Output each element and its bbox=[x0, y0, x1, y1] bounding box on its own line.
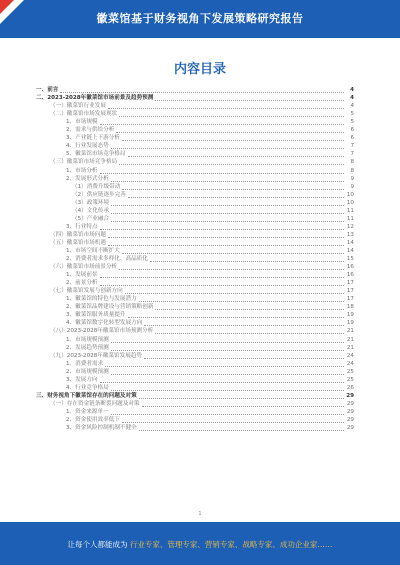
toc-dot-leader bbox=[111, 389, 344, 391]
toc-entry-page: 14 bbox=[346, 247, 354, 254]
toc-entry-title: （九）2023-2028年徽菜馆发展趋势 bbox=[50, 352, 143, 359]
toc-entry-title: （一）存在资金链条断裂问题及对策 bbox=[50, 400, 140, 407]
toc-dot-leader bbox=[125, 292, 344, 294]
toc-entry[interactable] bbox=[36, 166, 354, 174]
toc-entry-title: 3、产业链上下游分析 bbox=[66, 135, 120, 142]
toc-dot-leader bbox=[119, 268, 344, 270]
toc-dot-leader bbox=[108, 107, 344, 109]
toc-entry-page: 8 bbox=[350, 167, 354, 174]
toc-entry[interactable] bbox=[36, 255, 354, 263]
toc-entry[interactable] bbox=[36, 158, 354, 166]
toc-dot-leader bbox=[122, 139, 344, 141]
toc-entry[interactable] bbox=[36, 134, 354, 142]
toc-entry[interactable] bbox=[36, 303, 354, 311]
toc-dot-leader bbox=[155, 99, 344, 101]
toc-dot-leader bbox=[144, 357, 344, 359]
toc-entry[interactable] bbox=[36, 319, 354, 327]
toc-entry[interactable] bbox=[36, 191, 354, 199]
toc-entry-title: 2、需求与供给分析 bbox=[66, 127, 115, 134]
toc-entry-title: 三、财务视角下徽菜馆存在的问题及对策 bbox=[36, 392, 137, 399]
toc-dot-leader bbox=[155, 308, 344, 310]
toc-entry[interactable] bbox=[36, 126, 354, 134]
toc-entry-page: 10 bbox=[346, 191, 354, 198]
toc-entry-title: 1、徽菜馆的特色与发展潜力 bbox=[66, 296, 137, 303]
toc-entry[interactable] bbox=[36, 327, 354, 335]
toc-entry-page: 18 bbox=[346, 304, 354, 311]
toc-entry[interactable] bbox=[36, 150, 354, 158]
toc-dot-leader bbox=[128, 196, 344, 198]
toc-entry-page: 17 bbox=[346, 280, 354, 287]
toc-entry-page: 29 bbox=[346, 425, 354, 432]
toc-entry[interactable] bbox=[36, 142, 354, 150]
toc-entry-title: 2、前景分析 bbox=[66, 280, 98, 287]
toc-entry-title: 4、徽菜馆数字化转型发展方向 bbox=[66, 320, 143, 327]
toc-entry-page: 25 bbox=[346, 368, 354, 375]
toc-entry-title: 2、市场规模预测 bbox=[66, 368, 109, 375]
toc-dot-leader bbox=[111, 341, 344, 343]
toc-entry-title: 2、发展趋势预测 bbox=[66, 344, 109, 351]
toc-entry-title: 1、市场规模 bbox=[66, 119, 98, 126]
toc-entry-page: 21 bbox=[346, 344, 354, 351]
toc-entry-page: 6 bbox=[350, 135, 354, 142]
toc-entry-page: 8 bbox=[350, 159, 354, 166]
toc-dot-leader bbox=[111, 413, 344, 415]
toc-entry-page: 16 bbox=[346, 272, 354, 279]
toc-entry-page: 12 bbox=[346, 223, 354, 230]
toc-dot-leader bbox=[116, 131, 344, 133]
toc-entry-page: 5 bbox=[350, 119, 354, 126]
toc-entry[interactable] bbox=[36, 223, 354, 231]
top-banner bbox=[0, 0, 400, 38]
toc-entry[interactable] bbox=[36, 207, 354, 215]
toc-entry-title: 3、发展方向 bbox=[66, 376, 98, 383]
toc-entry[interactable] bbox=[36, 335, 354, 343]
toc-dot-leader bbox=[122, 188, 344, 190]
report-title: 徽菜馆基于财务视角下发展策略研究报告 bbox=[96, 12, 304, 25]
toc-dot-leader bbox=[111, 204, 344, 206]
toc-dot-leader bbox=[100, 381, 344, 383]
toc-entry[interactable] bbox=[36, 231, 354, 239]
toc-entry-page: 10 bbox=[346, 199, 354, 206]
toc-entry[interactable] bbox=[36, 352, 354, 360]
toc-entry[interactable] bbox=[36, 279, 354, 287]
toc-dot-leader bbox=[111, 349, 344, 351]
footer-slogan-highlight: 行业专家、管理专家、营销专家、战略专家、成功企业家…… bbox=[129, 540, 333, 549]
toc-entry-title: 2、资金使用效率低下 bbox=[66, 416, 120, 423]
toc-entry-title: （七）徽菜馆发展与创新方向 bbox=[50, 288, 123, 295]
toc-entry[interactable] bbox=[36, 400, 354, 408]
toc-entry-title: （四）徽菜馆市场问题 bbox=[50, 231, 106, 238]
toc-dot-leader bbox=[111, 180, 344, 182]
toc-entry[interactable] bbox=[36, 392, 354, 400]
toc-entry-page: 17 bbox=[346, 296, 354, 303]
toc-entry-page: 4 bbox=[350, 87, 354, 94]
toc-entry-title: 1、市场分析 bbox=[66, 167, 98, 174]
toc-entry[interactable] bbox=[36, 295, 354, 303]
toc-entry[interactable] bbox=[36, 408, 354, 416]
toc-entry-title: 3、资金风险控制机制不健全 bbox=[66, 425, 137, 432]
toc-entry-page: 24 bbox=[346, 360, 354, 367]
toc-entry-page: 15 bbox=[346, 256, 354, 263]
toc-entry-page: 25 bbox=[346, 376, 354, 383]
toc-dot-leader bbox=[111, 147, 344, 149]
bottom-banner bbox=[0, 522, 400, 565]
toc-entry-title: 4、行业发展态势 bbox=[66, 143, 109, 150]
toc-entry-title: 1、资金来源单一 bbox=[66, 408, 109, 415]
toc-dot-leader bbox=[155, 332, 344, 334]
toc-dot-leader bbox=[108, 236, 344, 238]
toc-entry[interactable] bbox=[36, 110, 354, 118]
toc-heading: 内容目录 bbox=[173, 62, 226, 77]
toc-dot-leader bbox=[139, 300, 344, 302]
toc-entry-title: 4、行业竞争格局 bbox=[66, 384, 109, 391]
toc-dot-leader bbox=[128, 155, 345, 157]
toc-entry-page: 16 bbox=[346, 264, 354, 271]
toc-entry[interactable] bbox=[36, 360, 354, 368]
toc-dot-leader bbox=[119, 163, 344, 165]
toc-dot-leader bbox=[111, 373, 344, 375]
footer-slogan bbox=[0, 539, 400, 550]
toc-dot-leader bbox=[119, 115, 344, 117]
toc-entry-title: （二）徽菜馆市场发展现状 bbox=[50, 111, 118, 118]
toc-entry-title: 2、徽菜馆品牌建设与营销策略创新 bbox=[66, 304, 154, 311]
page-number: 1 bbox=[198, 511, 202, 517]
toc-entry[interactable] bbox=[36, 199, 354, 207]
toc-dot-leader bbox=[122, 252, 344, 254]
toc-entry[interactable] bbox=[36, 376, 354, 384]
toc-entry-page: 19 bbox=[346, 320, 354, 327]
toc-dot-leader bbox=[100, 172, 344, 174]
toc-entry[interactable] bbox=[36, 263, 354, 271]
toc-entry[interactable] bbox=[36, 247, 354, 255]
toc-dot-leader bbox=[100, 123, 344, 125]
toc-dot-leader bbox=[142, 405, 344, 407]
toc-entry-page: 26 bbox=[346, 384, 354, 391]
toc-entry-page: 9 bbox=[350, 183, 354, 190]
toc-dot-leader bbox=[139, 429, 344, 431]
toc-entry-title: （4）文化传承 bbox=[72, 207, 110, 214]
toc-dot-leader bbox=[100, 276, 344, 278]
toc-entry[interactable] bbox=[36, 94, 354, 102]
toc-dot-leader bbox=[150, 260, 344, 262]
footer-slogan-main: 让每个人都能成为 bbox=[67, 540, 130, 549]
toc-entry[interactable] bbox=[36, 368, 354, 376]
toc-entry-page: 11 bbox=[346, 215, 354, 222]
table-of-contents bbox=[36, 86, 354, 432]
toc-entry-title: 1、市场空间不断扩大 bbox=[66, 247, 120, 254]
toc-dot-leader bbox=[60, 91, 344, 93]
toc-entry-page: 6 bbox=[350, 127, 354, 134]
toc-entry[interactable] bbox=[36, 416, 354, 424]
toc-entry[interactable] bbox=[36, 118, 354, 126]
toc-entry[interactable] bbox=[36, 239, 354, 247]
toc-entry-title: （六）徽菜馆市场前景分析 bbox=[50, 264, 118, 271]
toc-entry-title: （三）徽菜馆市场竞争格局 bbox=[50, 159, 118, 166]
toc-dot-leader bbox=[144, 324, 344, 326]
toc-dot-leader bbox=[111, 212, 344, 214]
toc-entry-title: 1、市场规模预测 bbox=[66, 336, 109, 343]
toc-entry-page: 21 bbox=[346, 328, 354, 335]
toc-entry-page: 14 bbox=[346, 239, 354, 246]
toc-entry-page: 29 bbox=[346, 416, 354, 423]
toc-entry[interactable] bbox=[36, 287, 354, 295]
toc-entry-page: 4 bbox=[350, 95, 354, 102]
toc-entry-title: 5、徽菜馆市场竞争格局 bbox=[66, 151, 126, 158]
toc-entry-title: （2）供应链逐步完善 bbox=[72, 191, 126, 198]
toc-entry-title: 二、2023-2028年徽菜馆市场前景及趋势预测 bbox=[36, 95, 154, 102]
toc-entry[interactable] bbox=[36, 271, 354, 279]
toc-dot-leader bbox=[108, 244, 344, 246]
toc-entry[interactable] bbox=[36, 424, 354, 432]
toc-entry-page: 29 bbox=[346, 400, 354, 407]
toc-entry-title: （1）消费升级带动 bbox=[72, 183, 121, 190]
toc-entry-page: 13 bbox=[346, 231, 354, 238]
toc-entry-title: 3、徽菜馆服务质量提升 bbox=[66, 312, 126, 319]
toc-entry-title: 3、行业特点 bbox=[66, 223, 98, 230]
toc-entry[interactable] bbox=[36, 215, 354, 223]
toc-entry-page: 29 bbox=[346, 392, 354, 399]
toc-entry-page: 7 bbox=[350, 143, 354, 150]
toc-entry[interactable] bbox=[36, 384, 354, 392]
toc-entry-title: （一）徽菜馆行业发展 bbox=[50, 103, 106, 110]
toc-entry-page: 7 bbox=[350, 151, 354, 158]
toc-entry-title: 2、消费者需求多样化、高品质化 bbox=[66, 256, 148, 263]
toc-entry[interactable] bbox=[36, 102, 354, 110]
toc-entry-title: （5）产业融合 bbox=[72, 215, 110, 222]
toc-entry-page: 19 bbox=[346, 312, 354, 319]
toc-entry[interactable] bbox=[36, 311, 354, 319]
toc-dot-leader bbox=[111, 220, 344, 222]
toc-entry[interactable] bbox=[36, 86, 354, 94]
toc-entry-page: 24 bbox=[346, 352, 354, 359]
toc-entry-title: 一、前言 bbox=[36, 87, 59, 94]
toc-entry-page: 29 bbox=[346, 408, 354, 415]
toc-dot-leader bbox=[139, 397, 344, 399]
toc-entry-title: （八）2023-2028年徽菜馆市场预测分析 bbox=[50, 328, 154, 335]
toc-dot-leader bbox=[122, 421, 344, 423]
toc-entry-title: （3）政策环境 bbox=[72, 199, 110, 206]
toc-entry-page: 17 bbox=[346, 288, 354, 295]
toc-entry[interactable] bbox=[36, 175, 354, 183]
toc-entry-page: 4 bbox=[350, 103, 354, 110]
toc-entry[interactable] bbox=[36, 344, 354, 352]
toc-dot-leader bbox=[100, 228, 344, 230]
toc-entry-page: 21 bbox=[346, 336, 354, 343]
toc-entry-title: 1、发展前景 bbox=[66, 272, 98, 279]
toc-entry-title: （五）徽菜馆市场机遇 bbox=[50, 239, 106, 246]
toc-dot-leader bbox=[128, 316, 345, 318]
toc-entry-page: 5 bbox=[350, 111, 354, 118]
toc-entry-page: 11 bbox=[346, 207, 354, 214]
toc-dot-leader bbox=[100, 284, 344, 286]
toc-entry-title: 2、发展形式分析 bbox=[66, 175, 109, 182]
toc-dot-leader bbox=[105, 365, 344, 367]
toc-entry[interactable] bbox=[36, 183, 354, 191]
toc-entry-page: 9 bbox=[350, 175, 354, 182]
toc-entry-title: 1、消费者需求 bbox=[66, 360, 104, 367]
